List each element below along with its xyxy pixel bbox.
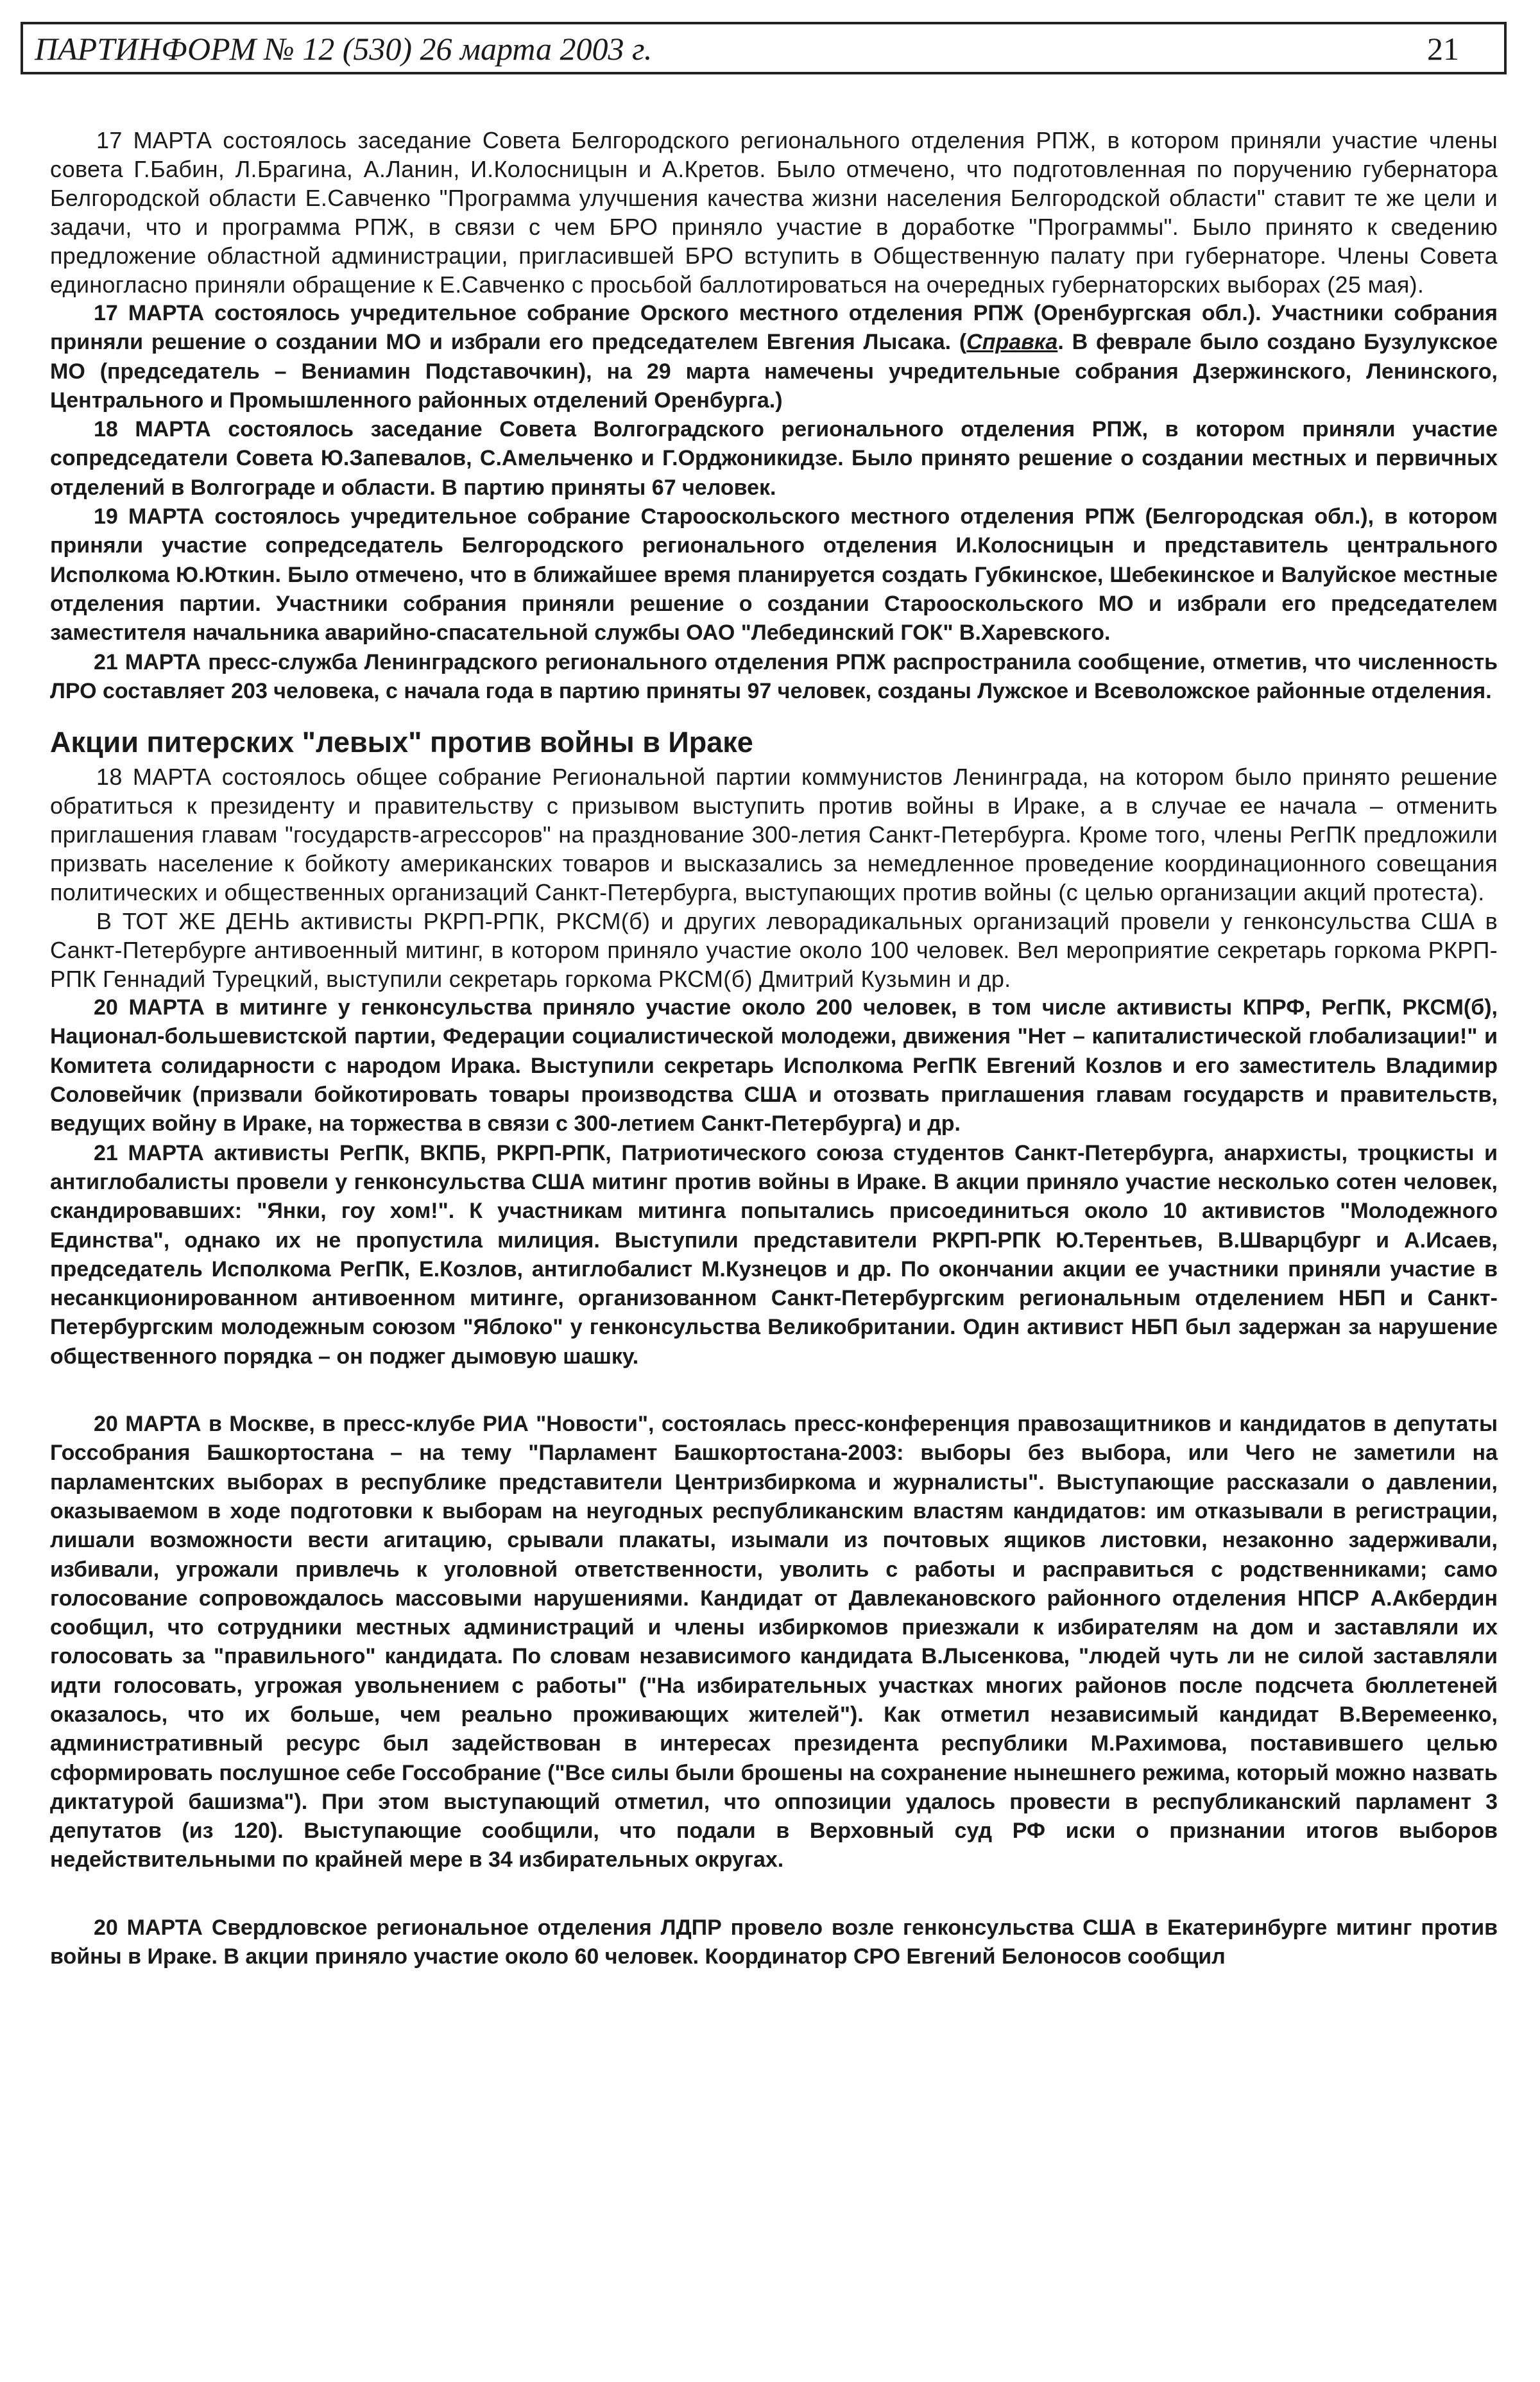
article-body <box>50 126 1498 1971</box>
paragraph: 20 МАРТА в митинге у генконсульства приняло участие около 200 человек, в том числе активисты КПРФ, РегПК, РКСМ(б), Национал-большевистской партии, Федерации социалистической молодежи, движения "Нет – капиталистической глобализации!" и Комитета солидарности с народом Ирака. Выступили секретарь Исполкома РегПК Евгений Козлов и его заместитель Владимир Соловейчик (призвали бойкотировать товары производства США и отозвать приглашения главам государств и правительств, ведущих войну в Ираке, на торжества в связи с 300-летием Санкт-Петербурга) и др. <box>50 995 1498 1136</box>
paragraph: В ТОТ ЖЕ ДЕНЬ активисты РКРП-РПК, РКСМ(б) и других леворадикальных организаций провели у генконсульства США в Санкт-Петербурге антивоенный митинг, в котором приняло участие около 100 человек. Вел мероприятие секретарь горкома РКРП-РПК Геннадий Турецкий, выступили секретарь горкома РКСМ(б) Дмитрий Кузьмин и др. <box>50 908 1498 993</box>
paragraph <box>50 299 1498 415</box>
paragraph: 18 МАРТА состоялось общее собрание Региональной партии коммунистов Ленинграда, на котором было принято решение обратиться к президенту и правительству с призывом выступить против войны в Ираке, а в случае ее начала – отменить приглашения главам "государств-агрессоров" на празднование 300-летия Санкт-Петербурга. Кроме того, члены РегПК предложили призвать население к бойкоту американских товаров и высказались за немедленное проведение координационного совещания политических и общественных организаций Санкт-Петербурга, выступающих против войны (с целью организации акций протеста). <box>50 764 1498 906</box>
paragraph-text: . В феврале было создано Бузулукское МО (председатель – Вениамин Подставочкин), на 29 марта намечены учредительные собрания Дзержинского, Ленинского, Центрального и Промышленного районных отделений Оренбурга.) <box>50 330 1498 413</box>
paragraph: 21 МАРТА активисты РегПК, ВКПБ, РКРП-РПК, Патриотического союза студентов Санкт-Петербурга, анархисты, троцкисты и антиглобалисты провели у генконсульства США митинг против войны в Ираке. В акции приняло участие несколько сотен человек, скандировавших: "Янки, гоу хом!". К участникам митинга попытались присоединиться около 10 активистов "Молодежного Единства", однако их не пропустила милиция. Выступили представители РКРП-РПК Ю.Терентьев, В.Шварцбург и А.Исаев, председатель Исполкома РегПК, Е.Козлов, антиглобалист М.Кузнецов и др. По окончании акции ее участники приняли участие в несанкционированном антивоенном митинге, организованном Санкт-Петербургским региональным отделением НБП и Санкт-Петербургским молодежным союзом "Яблоко" у генконсульства Великобритании. Один активист НБП был задержан за нарушение общественного порядка – он поджег дымовую шашку. <box>50 1140 1498 1369</box>
spacer <box>50 1875 1498 1914</box>
paragraph: 20 МАРТА Свердловское региональное отделения ЛДПР провело возле генконсульства США в Екатеринбурге митинг против войны в Ираке. В акции приняло участие около 60 человек. Координатор СРО Евгений Белоносов сообщил <box>50 1915 1498 1969</box>
reference-link[interactable]: Справка <box>966 330 1058 355</box>
paragraph: 20 МАРТА в Москве, в пресс-клубе РИА "Новости", состоялась пресс-конференция правозащитников и кандидатов в депутаты Госсобрания Башкортостана – на тему "Парламент Башкортостана-2003: выборы без выбора, или Чего не заметили на парламентских выборах в республике представители Центризбиркома и журналисты". Выступающие рассказали о давлении, оказываемом в ходе подготовки к выборам на неугодных республиканским властям кандидатов: им отказывали в регистрации, лишали возможности вести агитацию, срывали плакаты, изымали из почтовых ящиков листовки, незаконно задерживали, избивали, угрожали привлечь к уголовной ответственности, уволить с работы и расправиться с родственниками; само голосование сопровождалось массовыми нарушениями. Кандидат от Давлекановского районного отделения НПСР А.Акбердин сообщил, что сотрудники местных администраций и члены избиркомов приезжали к избирателям на дом и заставляли их голосовать за "правильного" кандидата. По словам независимого кандидата В.Лысенкова, "людей чуть ли не силой заставляли идти голосовать, угрожая увольнением с работы" ("На избирательных участках многих районов после подсчета бюллетеней оказалось, что их больше, чем реально проживающих жителей"). Как отметил независимый кандидат В.Веремеенко, административный ресурс был задействован в интересах президента республики М.Рахимова, поставившего целью сформировать послушное себе Госсобрание ("Все силы были брошены на сохранение нынешнего режима, который можно назвать диктатурой башизма"). При этом выступающий отметил, что оппозиции удалось провести в республиканский парламент 3 депутатов (из 120). Выступающие сообщили, что подали в Верховный суд РФ иски о признании итогов выборов недействительными по крайней мере в 34 избирательных округах. <box>50 1412 1498 1872</box>
paragraph-text: 17 МАРТА состоялось учредительное собрание Орского местного отделения РПЖ (Оренбургская обл.). Участники собрания приняли решение о создании МО и избрали его председателем Евгения Лысака. ( <box>50 301 1498 355</box>
page-number: 21 <box>1427 31 1459 67</box>
paragraph: 21 МАРТА пресс-служба Ленинградского регионального отделения РПЖ распространила сообщение, отметив, что численность ЛРО составляет 203 человека, с начала года в партию приняты 97 человек, созданы Лужское и Всеволожское районные отделения. <box>50 649 1498 703</box>
publication-title: ПАРТИНФОРМ № 12 (530) 26 марта 2003 г. <box>35 31 653 67</box>
paragraph: 19 МАРТА состоялось учредительное собрание Старооскольского местного отделения РПЖ (Белгородская обл.), в котором приняли участие сопредседатель Белгородского регионального отделения И.Колосницын и представитель центрального Исполкома Ю.Юткин. Было отмечено, что в ближайшее время планируется создать Губкинское, Шебекинское и Валуйское местные отделения партии. Участники собрания приняли решение о создании Старооскольского МО и избрали его председателем заместителя начальника аварийно-спасательной службы ОАО "Лебединский ГОК" В.Харевского. <box>50 504 1498 646</box>
section-heading: Акции питерских "левых" против войны в Ираке <box>50 726 753 759</box>
spacer <box>50 1371 1498 1410</box>
page-header <box>21 22 1507 74</box>
paragraph: 17 МАРТА состоялось заседание Совета Белгородского регионального отделения РПЖ, в котором приняли участие члены совета Г.Бабин, Л.Брагина, А.Ланин, И.Колосницын и А.Кретов. Было отмечено, что подготовленная по поручению губернатора Белгородской области Е.Савченко "Программа улучшения качества жизни населения Белгородской области" ставит те же цели и задачи, что и программа РПЖ, в связи с чем БРО приняло участие в доработке "Программы". Было принято к сведению предложение областной администрации, пригласившей БРО вступить в Общественную палату при губернаторе. Члены Совета единогласно приняли обращение к Е.Савченко с просьбой баллотироваться на очередных губернаторских выборах (25 мая). <box>50 127 1498 298</box>
paragraph: 18 МАРТА состоялось заседание Совета Волгоградского регионального отделения РПЖ, в котором приняли участие сопредседатели Совета Ю.Запевалов, С.Амельченко и Г.Орджоникидзе. Было принято решение о создании местных и первичных отделений в Волгограде и области. В партию приняты 67 человек. <box>50 417 1498 500</box>
